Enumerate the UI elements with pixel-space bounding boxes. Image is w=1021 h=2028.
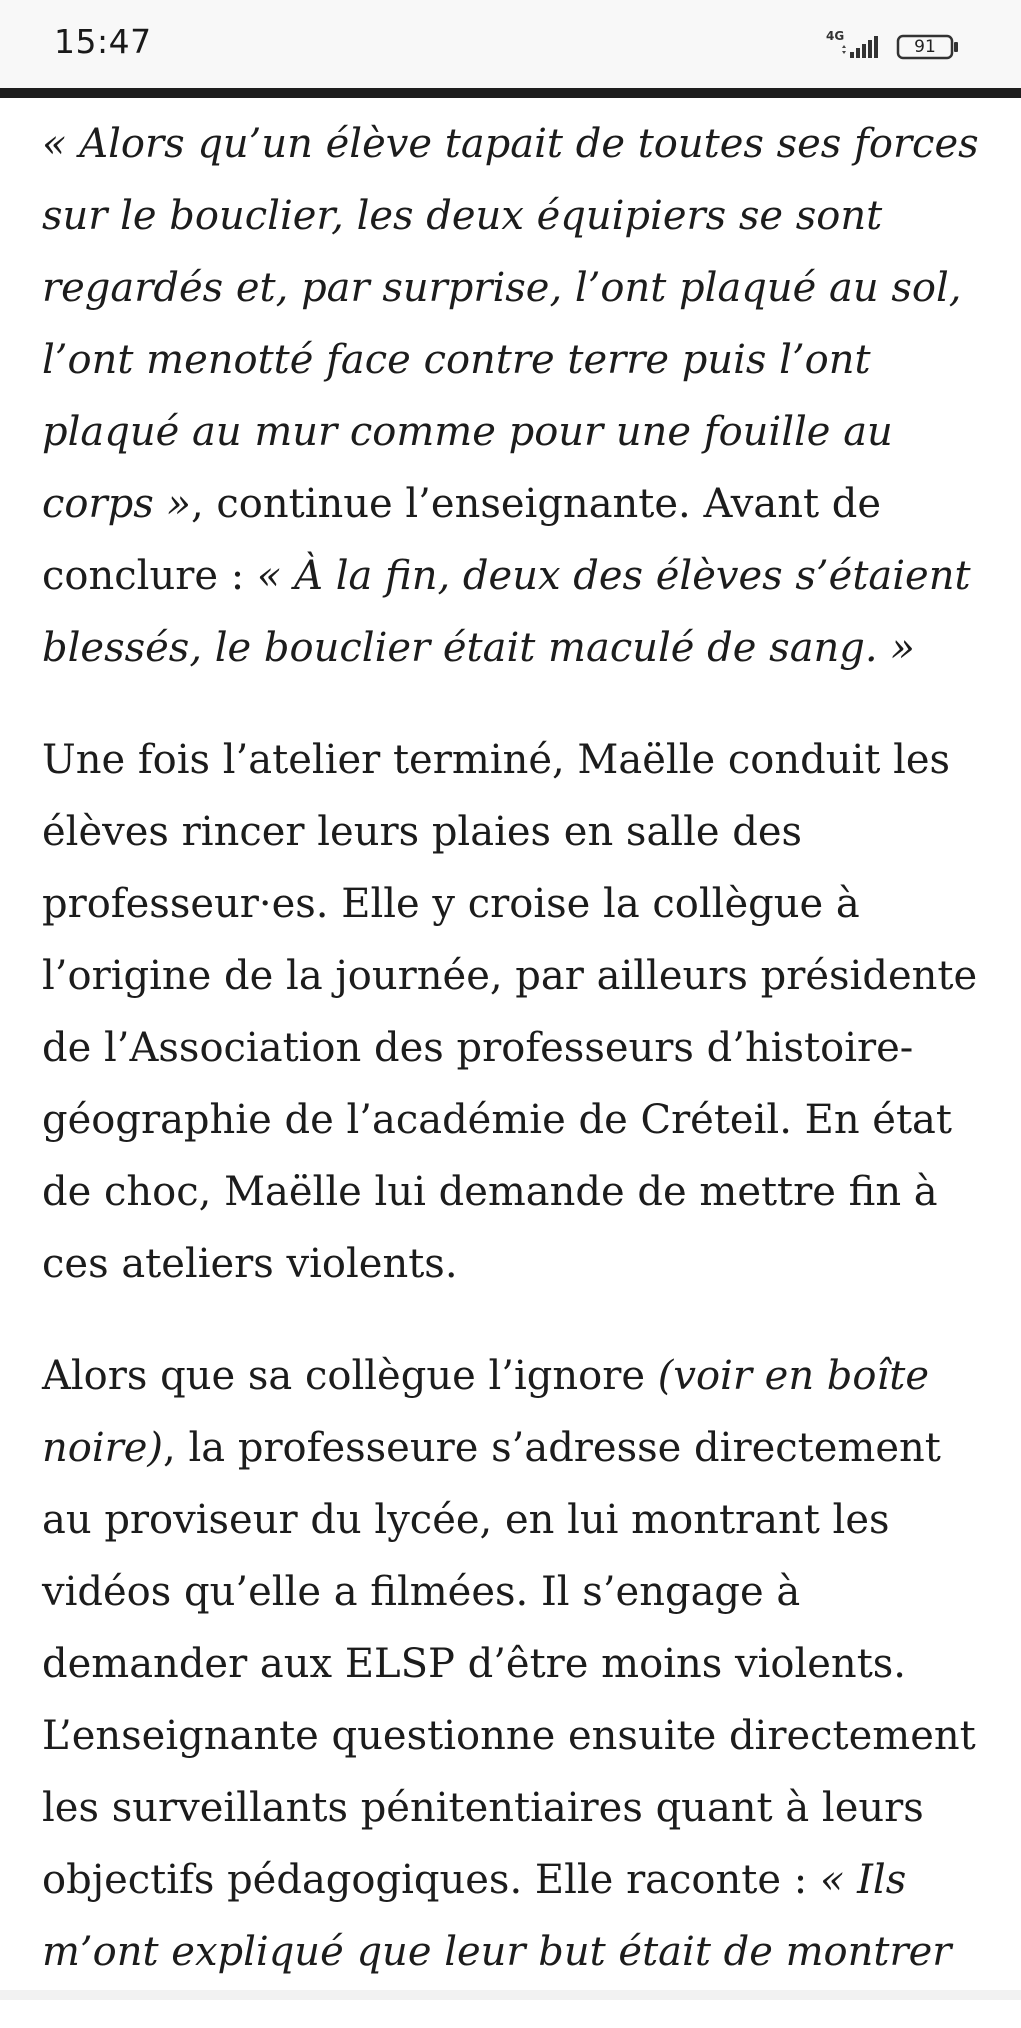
quote-text: « À la fin, deux des élèves s’étaient blessés, le bouclier était maculé de sang. » — [42, 553, 971, 671]
article-paragraph — [42, 108, 1002, 684]
article-paragraph — [42, 1340, 1002, 1988]
status-bar — [0, 0, 1021, 88]
battery-level: 91 — [914, 37, 936, 57]
quote-text: « Alors qu’un élève tapait de toutes ses forces sur le bouclier, les deux équipiers se sont regardés et, par surprise, l’ont plaqué au sol, l’ont menotté face contre terre puis l’ont plaqué au mur comme pour une fouille au corps » — [42, 121, 979, 527]
aside-reference[interactable]: (voir en boîte noire) — [42, 1353, 930, 1471]
status-time: 15:47 — [54, 22, 152, 61]
navigation-bar-edge — [0, 1990, 1021, 2000]
paragraph-text: , la professeure s’adresse directement au proviseur du lycée, en lui montrant les vidéos qu’elle a filmées. Il s’engage à demander aux ELSP d’être moins violents. L’enseignante questionne ensuite directement les surveillants pénitentiaires quant à leurs objectifs pédagogiques. Elle raconte : — [42, 1425, 976, 1903]
article-body — [42, 108, 1002, 2028]
article-paragraph — [42, 724, 1002, 1300]
header-divider — [0, 88, 1021, 98]
paragraph-text: , continue l’enseignante. Avant de conclure : — [42, 481, 882, 599]
paragraph-text: Une fois l’atelier terminé, Maëlle conduit les élèves rincer leurs plaies en salle des professeur·es. Elle y croise la collègue à l’origine de la journée, par ailleurs présidente de l’Association des professeurs d’histoire-géographie de l’académie de Créteil. En état de choc, Maëlle lui demande de mettre fin à ces ateliers violents. — [42, 737, 978, 1287]
quote-text: « Ils m’ont expliqué que leur but était de montrer — [42, 1857, 952, 1975]
paragraph-text: Alors que sa collègue l’ignore — [42, 1353, 658, 1399]
signal-strength-icon — [838, 34, 880, 60]
network-type-label: 4G — [826, 29, 845, 43]
